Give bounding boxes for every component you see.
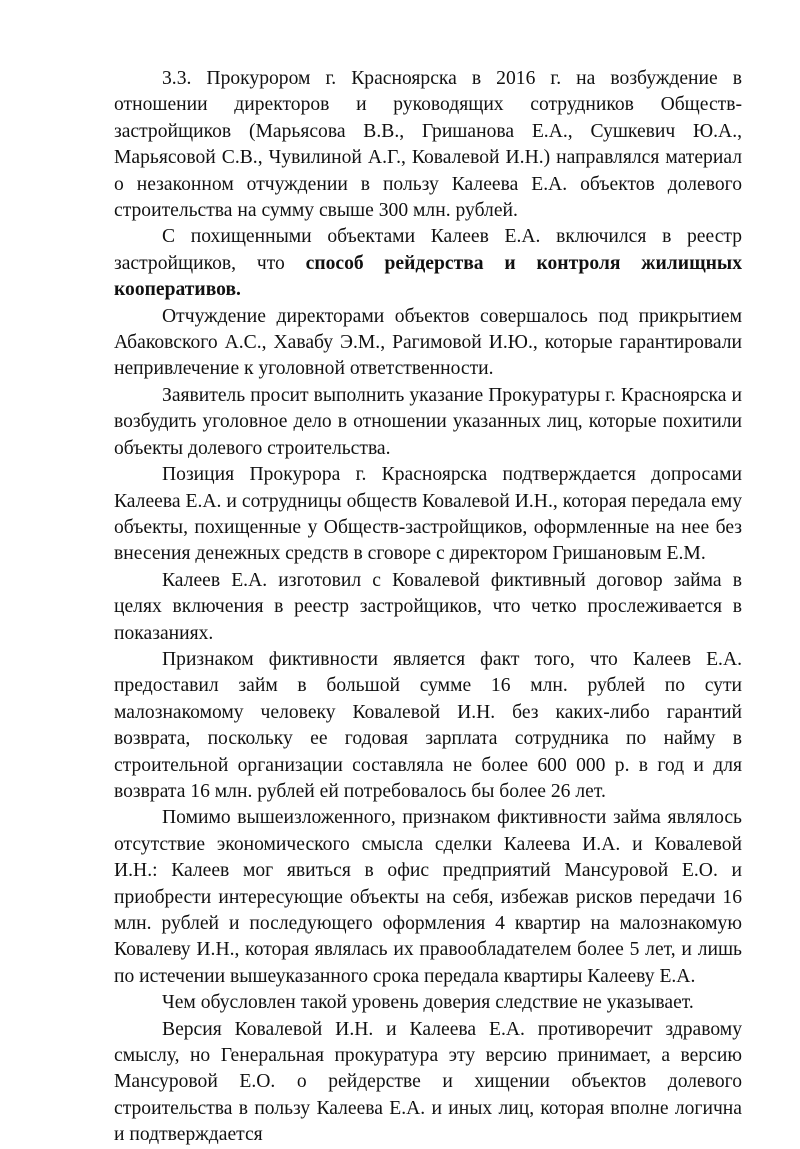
paragraph-trust-level: Чем обусловлен такой уровень доверия следствие не указывает. xyxy=(162,992,694,1014)
paragraph-raiding xyxy=(114,224,742,303)
paragraph-fictitiousness-sign: Признаком фиктивности является факт того, что Калеев Е.А. предоставил займ в большой сумме 16 млн. рублей по сути малознакомому человеку Ковалевой И.Н. без каких-либо гарантий возврата, поскольку ее годовая зарплата сотрудника по найму в строительной организации составляла не более 600 000 р. в год и для возврата 16 млн. рублей ей потребовалось бы более 26 лет. xyxy=(114,648,742,802)
paragraph-fictitious-loan: Калеев Е.А. изготовил с Ковалевой фиктивный договор займа в целях включения в реестр застройщиков, что четко прослеживается в показаниях. xyxy=(114,569,742,644)
paragraph-alienation: Отчуждение директорами объектов совершалось под прикрытием Абаковского А.С., Хавабу Э.М., Рагимовой И.Ю., которые гарантировали непривлечение к уголовной ответственности. xyxy=(114,305,742,380)
paragraph-prosecutor-position: Позиция Прокурора г. Красноярска подтверждается допросами Калеева Е.А. и сотрудницы обществ Ковалевой И.Н., которая передала ему объекты, похищенные у Обществ-застройщиков, оформленные на нее без внесения денежных средств в сговоре с директором Гришановым Е.М. xyxy=(114,464,742,565)
paragraph-raiding-bold-text: способ рейдерства и контроля жилищных кооперативов. xyxy=(114,252,742,301)
paragraph-versions: Версия Ковалевой И.Н. и Калеева Е.А. противоречит здравому смыслу, но Генеральная прокуратура эту версию принимает, а версию Мансуровой Е.О. о рейдерстве и хищении объектов долевого строительства в пользу Калеева Е.А. и иных лиц, которая вполне логична и подтверждается xyxy=(114,1018,742,1146)
paragraph-economic-sense: Помимо вышеизложенного, признаком фиктивности займа являлось отсутствие экономического смысла сделки Калеева И.А. и Ковалевой И.Н.: Калеев мог явиться в офис предприятий Мансуровой Е.О. и приобрести интересующие объекты на себя, избежав рисков передачи 16 млн. рублей и последующего оформления 4 квартир на малознакомую Ковалеву И.Н., которая являлась их правообладателем более 5 лет, и лишь по истечении вышеуказанного срока передала квартиры Калееву Е.А. xyxy=(114,807,742,987)
paragraph-3-3: 3.3. Прокурором г. Красноярска в 2016 г. на возбуждение в отношении директоров и руководящих сотрудников Обществ-застройщиков (Марьясова В.В., Гришанова Е.А., Сушкевич Ю.А., Марьясовой С.В., Чувилиной А.Г., Ковалевой И.Н.) направлялся материал о незаконном отчуждении в пользу Калеева Е.А. объектов долевого строительства на сумму свыше 300 млн. рублей. xyxy=(114,68,742,222)
paragraph-raiding-text: С похищенными объектами Калеев Е.А. включился в реестр застройщиков, что xyxy=(114,226,742,274)
paragraph-request: Заявитель просит выполнить указание Прокуратуры г. Красноярска и возбудить уголовное дело в отношении указанных лиц, которые похитили объекты долевого строительства. xyxy=(114,384,742,459)
document-body xyxy=(114,66,742,1149)
